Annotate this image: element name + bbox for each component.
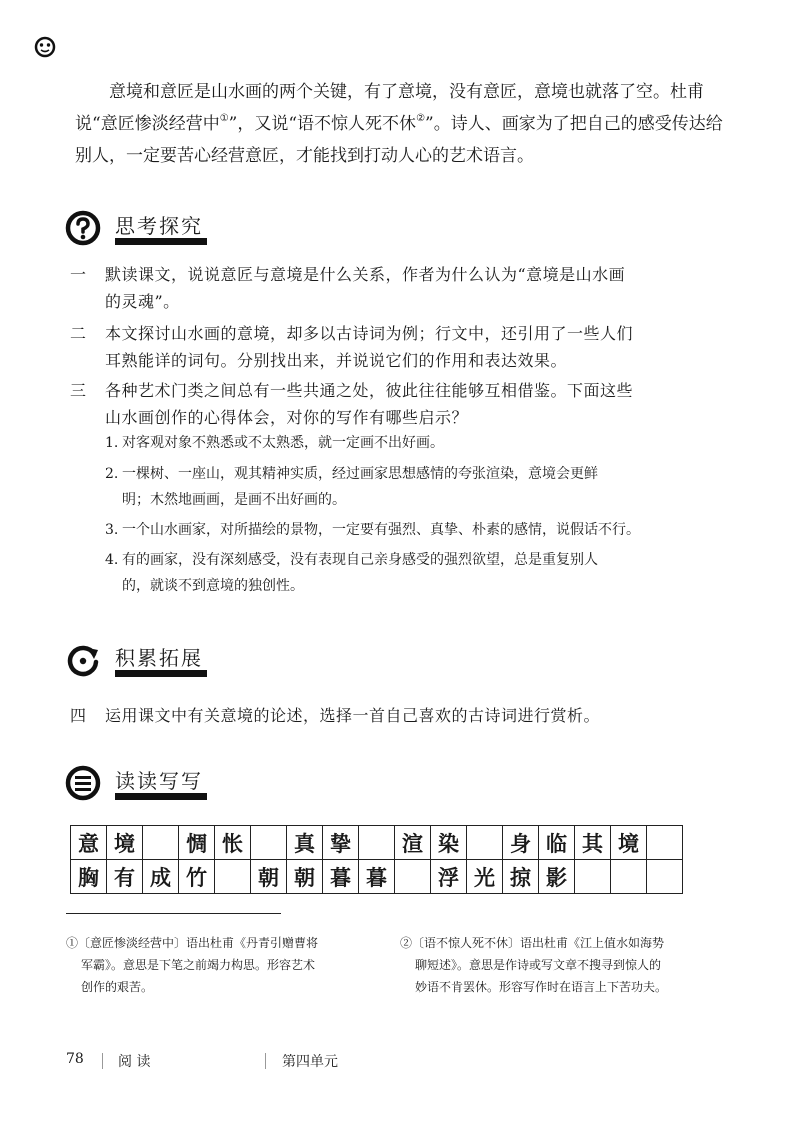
- question-item: 一 默读课文，说说意匠与意境是什么关系，作者为什么认为“意境是山水画 的灵魂”。: [70, 262, 730, 314]
- grid-cell: 真: [287, 826, 323, 860]
- grid-cell: [143, 826, 179, 860]
- grid-row: [71, 826, 683, 860]
- section-underline: [115, 670, 207, 677]
- lines-icon: [65, 765, 101, 801]
- grid-cell: [611, 860, 647, 894]
- grid-cell: 临: [539, 826, 575, 860]
- grid-cell: 胸: [71, 860, 107, 894]
- section-title: 读读写写: [115, 769, 203, 793]
- grid-cell: [215, 860, 251, 894]
- footnote-ref-2[interactable]: ②: [416, 113, 426, 124]
- grid-cell: [647, 860, 683, 894]
- footnote-2: ②〔语不惊人死不休〕语出杜甫《江上值水如海势 聊短述》。意思是作诗或写文章不搜寻到惊人的 妙语不肯罢休。形容写作时在语言上下苦功夫。: [400, 936, 668, 994]
- list-item: 1. 对客观对象不熟悉或不太熟悉，就一定画不出好画。: [105, 435, 444, 451]
- section-title: 思考探究: [115, 214, 203, 238]
- grid-cell: [467, 826, 503, 860]
- page-number: 78: [66, 1051, 84, 1067]
- grid-cell: 身: [503, 826, 539, 860]
- grid-cell: 渲: [395, 826, 431, 860]
- question-number: 四: [70, 706, 87, 725]
- smiley-face-icon: [34, 36, 56, 58]
- grid-cell: 暮: [359, 860, 395, 894]
- list-item: 2. 一棵树、一座山，观其精神实质，经过画家思想感情的夸张渲染，意境会更鲜 明；木然地画画，是画不出好画的。: [105, 466, 598, 508]
- grid-cell: 朝: [287, 860, 323, 894]
- grid-cell: 怅: [215, 826, 251, 860]
- grid-cell: 境: [611, 826, 647, 860]
- grid-cell: 朝: [251, 860, 287, 894]
- grid-cell: 意: [71, 826, 107, 860]
- section-accumulate-extend: [65, 640, 245, 684]
- grid-cell: [359, 826, 395, 860]
- question-item: 四 运用课文中有关意境的论述，选择一首自己喜欢的古诗词进行赏析。: [70, 703, 730, 729]
- grid-cell: 浮: [431, 860, 467, 894]
- section-read-write: [65, 763, 245, 807]
- grid-cell: 竹: [179, 860, 215, 894]
- section-underline: [115, 238, 207, 245]
- footer-unit: 第四单元: [282, 1054, 338, 1070]
- section-think-explore: [65, 208, 245, 252]
- footer-category: 阅 读: [118, 1054, 151, 1070]
- grid-cell: 影: [539, 860, 575, 894]
- character-grid: [70, 825, 683, 894]
- grid-cell: 境: [107, 826, 143, 860]
- grid-cell: [395, 860, 431, 894]
- list-item: 3. 一个山水画家，对所描绘的景物，一定要有强烈、真挚、朴素的感情，说假话不行。: [105, 522, 640, 538]
- grid-cell: [251, 826, 287, 860]
- grid-cell: 光: [467, 860, 503, 894]
- section-underline: [115, 793, 207, 800]
- grid-cell: 暮: [323, 860, 359, 894]
- grid-cell: [575, 860, 611, 894]
- question-number: 三: [70, 381, 87, 400]
- question-number: 一: [70, 265, 87, 284]
- grid-cell: 惆: [179, 826, 215, 860]
- grid-row: [71, 860, 683, 894]
- grid-cell: 有: [107, 860, 143, 894]
- footnote-divider: [66, 913, 281, 914]
- refresh-arrow-icon: [65, 642, 101, 678]
- footer-divider: [102, 1053, 103, 1069]
- question-item: 三 各种艺术门类之间总有一些共通之处，彼此往往能够互相借鉴。下面这些 山水画创作的心得体会，对你的写作有哪些启示？: [70, 378, 730, 430]
- grid-cell: 成: [143, 860, 179, 894]
- grid-cell: 染: [431, 826, 467, 860]
- footer-divider: [265, 1053, 266, 1069]
- grid-cell: [647, 826, 683, 860]
- grid-cell: 掠: [503, 860, 539, 894]
- question-item: 二 本文探讨山水画的意境，却多以古诗词为例；行文中，还引用了一些人们 耳熟能详的词句。分别找出来，并说说它们的作用和表达效果。: [70, 321, 730, 373]
- grid-cell: 其: [575, 826, 611, 860]
- grid-cell: 挚: [323, 826, 359, 860]
- intro-paragraph: 意境和意匠是山水画的两个关键，有了意境，没有意匠，意境也就落了空。杜甫说“意匠惨淡经营中①”，又说“语不惊人死不休②”。诗人、画家为了把自己的感受传达给别人，一定要苦心经营意匠，才能找到打动人心的艺术语言。: [75, 82, 723, 166]
- list-item: 4. 有的画家，没有深刻感受，没有表现自己亲身感受的强烈欲望，总是重复别人 的，就谈不到意境的独创性。: [105, 552, 598, 594]
- footnote-ref-1[interactable]: ①: [219, 113, 229, 124]
- footnote-1: ①〔意匠惨淡经营中〕语出杜甫《丹青引赠曹将 军霸》。意思是下笔之前竭力构思。形容艺术 创作的艰苦。: [66, 936, 319, 994]
- question-mark-icon: [65, 210, 101, 246]
- question-number: 二: [70, 324, 87, 343]
- section-title: 积累拓展: [115, 646, 203, 670]
